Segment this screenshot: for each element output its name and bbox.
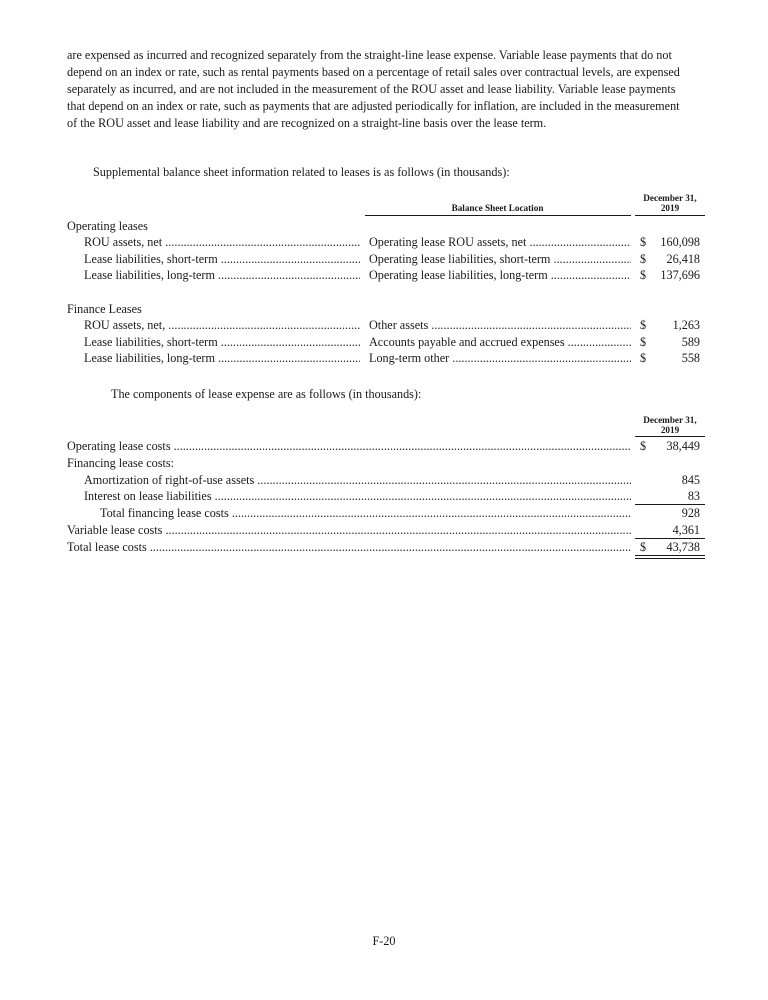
body-paragraph bbox=[67, 47, 705, 132]
table-row bbox=[0, 522, 768, 538]
currency-symbol: $ bbox=[640, 351, 647, 365]
table-row bbox=[0, 539, 768, 555]
paragraph-line: that depend on an index or rate, such as payments that are adjusted periodically for inflation, are included in the measurement bbox=[67, 99, 680, 113]
row-value: 26,418 bbox=[666, 252, 700, 266]
table-row bbox=[0, 334, 768, 350]
header-rule bbox=[635, 215, 705, 216]
row-value: 38,449 bbox=[666, 439, 700, 453]
row-value: 137,696 bbox=[660, 268, 700, 282]
table-row bbox=[0, 251, 768, 267]
paragraph-line: of the ROU asset and lease liability and are recognized on a straight-line basis over the lease term. bbox=[67, 116, 547, 130]
currency-symbol: $ bbox=[640, 335, 647, 349]
row-value: 83 bbox=[687, 489, 700, 503]
row-location: Operating lease liabilities, long-term ..... bbox=[369, 267, 631, 283]
row-label: Total lease costs ..... bbox=[67, 539, 631, 555]
table-row bbox=[0, 317, 768, 333]
row-value: 928 bbox=[681, 506, 700, 520]
double-underline-top bbox=[635, 555, 705, 556]
row-label: Lease liabilities, long-term ..... bbox=[84, 267, 360, 283]
row-label: ROU assets, net ..... bbox=[84, 234, 360, 250]
currency-symbol: $ bbox=[640, 439, 647, 453]
table-row bbox=[0, 350, 768, 366]
table-row bbox=[0, 267, 768, 283]
currency-symbol: $ bbox=[640, 268, 647, 282]
paragraph-line: are expensed as incurred and recognized separately from the straight-line lease expense. Variable lease payments that do not bbox=[67, 48, 672, 62]
header-rule bbox=[365, 215, 631, 216]
row-label: Lease liabilities, short-term ..... bbox=[84, 251, 360, 267]
currency-symbol: $ bbox=[640, 252, 647, 266]
double-underline-bottom bbox=[635, 558, 705, 559]
row-value: 845 bbox=[681, 473, 700, 487]
table-row bbox=[0, 234, 768, 250]
currency-symbol: $ bbox=[640, 540, 647, 554]
row-value: 1,263 bbox=[672, 318, 700, 332]
operating-leases-heading: Operating leases bbox=[67, 219, 148, 233]
table-row bbox=[0, 472, 768, 488]
page-number: F-20 bbox=[372, 934, 396, 948]
row-value: 558 bbox=[681, 351, 700, 365]
currency-symbol: $ bbox=[640, 318, 647, 332]
row-value: 43,738 bbox=[666, 540, 700, 554]
table-row bbox=[0, 438, 768, 454]
row-location: Accounts payable and accrued expenses ..... bbox=[369, 334, 631, 350]
row-location: Other assets ..... bbox=[369, 317, 631, 333]
row-label: Lease liabilities, short-term ..... bbox=[84, 334, 360, 350]
paragraph-line: depend on an index or rate, such as rental payments based on a percentage of retail sales over contractual levels, are expensed bbox=[67, 65, 680, 79]
expense-intro: The components of lease expense are as follows (in thousands): bbox=[111, 387, 422, 401]
row-location: Operating lease liabilities, short-term ..... bbox=[369, 251, 631, 267]
row-label: Amortization of right-of-use assets ..... bbox=[84, 472, 631, 488]
balance-location-header: Balance Sheet Location bbox=[451, 203, 544, 213]
row-value: 160,098 bbox=[660, 235, 700, 249]
balance-date-header: December 31, 2019 bbox=[643, 193, 697, 213]
balance-intro: Supplemental balance sheet information related to leases is as follows (in thousands): bbox=[93, 165, 510, 179]
header-rule bbox=[635, 436, 705, 437]
row-value: 4,361 bbox=[672, 523, 700, 537]
table-row bbox=[0, 505, 768, 521]
currency-symbol: $ bbox=[640, 235, 647, 249]
row-label: Lease liabilities, long-term ..... bbox=[84, 350, 360, 366]
paragraph-line: separately as incurred, and are not included in the measurement of the ROU asset and lease liability. Variable lease payments bbox=[67, 82, 676, 96]
row-label: Total financing lease costs ..... bbox=[100, 505, 631, 521]
row-value: 589 bbox=[681, 335, 700, 349]
row-location: Operating lease ROU assets, net ..... bbox=[369, 234, 631, 250]
row-label: Interest on lease liabilities ..... bbox=[84, 488, 631, 504]
expense-date-header: December 31, 2019 bbox=[643, 415, 697, 435]
finance-leases-heading: Finance Leases bbox=[67, 302, 142, 316]
table-row bbox=[0, 488, 768, 504]
row-label: ROU assets, net, ..... bbox=[84, 317, 360, 333]
row-label: Operating lease costs ..... bbox=[67, 438, 631, 454]
financing-heading: Financing lease costs: bbox=[67, 456, 174, 470]
row-label: Variable lease costs ..... bbox=[67, 522, 631, 538]
row-location: Long-term other ..... bbox=[369, 350, 631, 366]
